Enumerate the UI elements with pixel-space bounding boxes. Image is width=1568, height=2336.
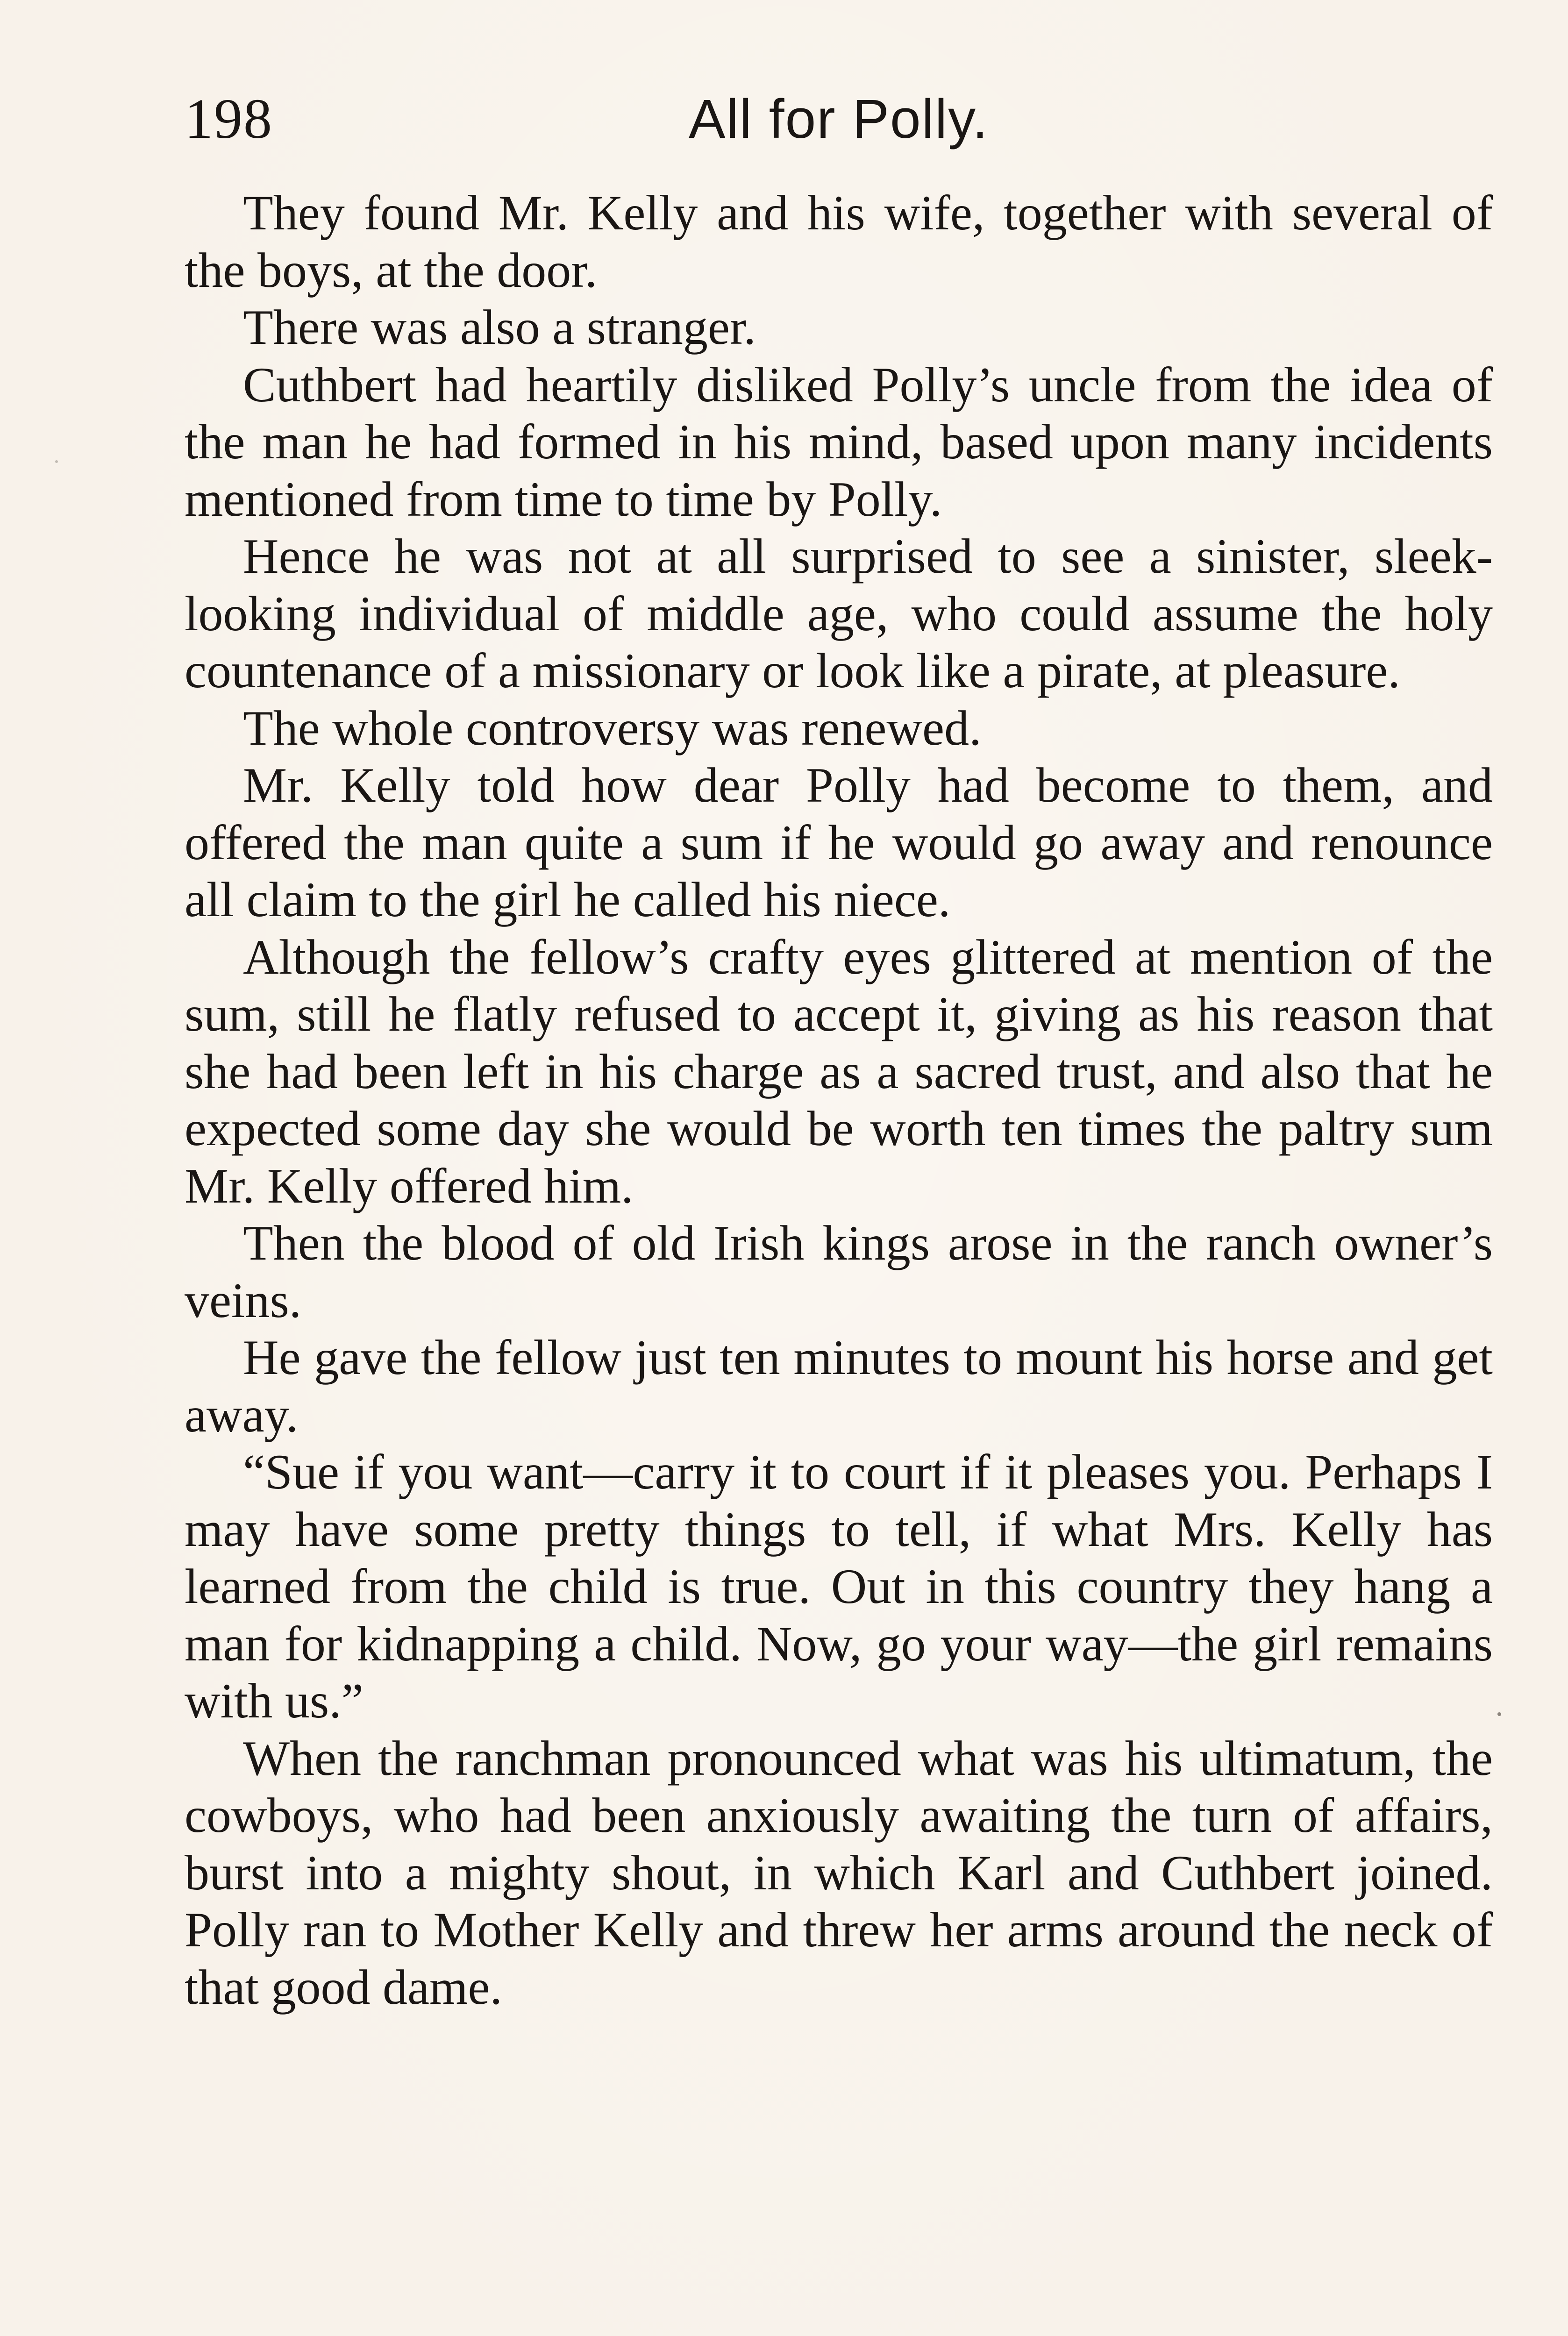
paragraph: Mr. Kelly told how dear Polly had become to them, and offered the man quite a sum if he would go away and renounce all claim to the girl he called his niece.	[185, 758, 1493, 927]
print-speck	[55, 460, 58, 463]
paragraph: They found Mr. Kelly and his wife, together with several of the boys, at the door.	[185, 185, 1493, 298]
paragraph: There was also a stranger.	[243, 300, 756, 355]
body-text	[185, 185, 1493, 2016]
paragraph: When the ranchman pronounced what was his ultimatum, the cowboys, who had been anxiously awaiting the turn of affairs, burst into a mighty shout, in which Karl and Cuthbert joined. Polly ran to Mother Kelly and threw her arms around the neck of that good dame.	[185, 1731, 1493, 2015]
paragraph: “Sue if you want—carry it to court if it pleases you. Perhaps I may have some pretty things to tell, if what Mrs. Kelly has learned from the child is true. Out in this country they hang a man for kidnapping a child. Now, go your way—the girl remains with us.”	[185, 1445, 1493, 1728]
page-header	[185, 82, 1493, 157]
paragraph: Although the fellow’s crafty eyes glittered at mention of the sum, still he flatly refused to accept it, giving as his reason that she had been left in his charge as a sacred trust, and also that he expected some day she would be worth ten times the paltry sum Mr. Kelly offered him.	[185, 929, 1493, 1213]
paragraph: He gave the fellow just ten minutes to mount his horse and get away.	[185, 1330, 1493, 1442]
paragraph: Then the blood of old Irish kings arose in the ranch owner’s veins.	[185, 1216, 1493, 1328]
print-speck	[1497, 1712, 1501, 1716]
paragraph: Cuthbert had heartily disliked Polly’s uncle from the idea of the man he had formed in his mind, based upon many incidents mentioned from time to time by Polly.	[185, 357, 1493, 527]
running-head-title: All for Polly.	[688, 88, 989, 150]
paragraph: Hence he was not at all surprised to see a sinister, sleek-looking individual of middle age, who could assume the holy countenance of a missionary or look like a pirate, at pleasure.	[185, 529, 1493, 698]
page-number: 198	[185, 87, 273, 150]
paragraph: The whole controversy was renewed.	[243, 700, 982, 755]
